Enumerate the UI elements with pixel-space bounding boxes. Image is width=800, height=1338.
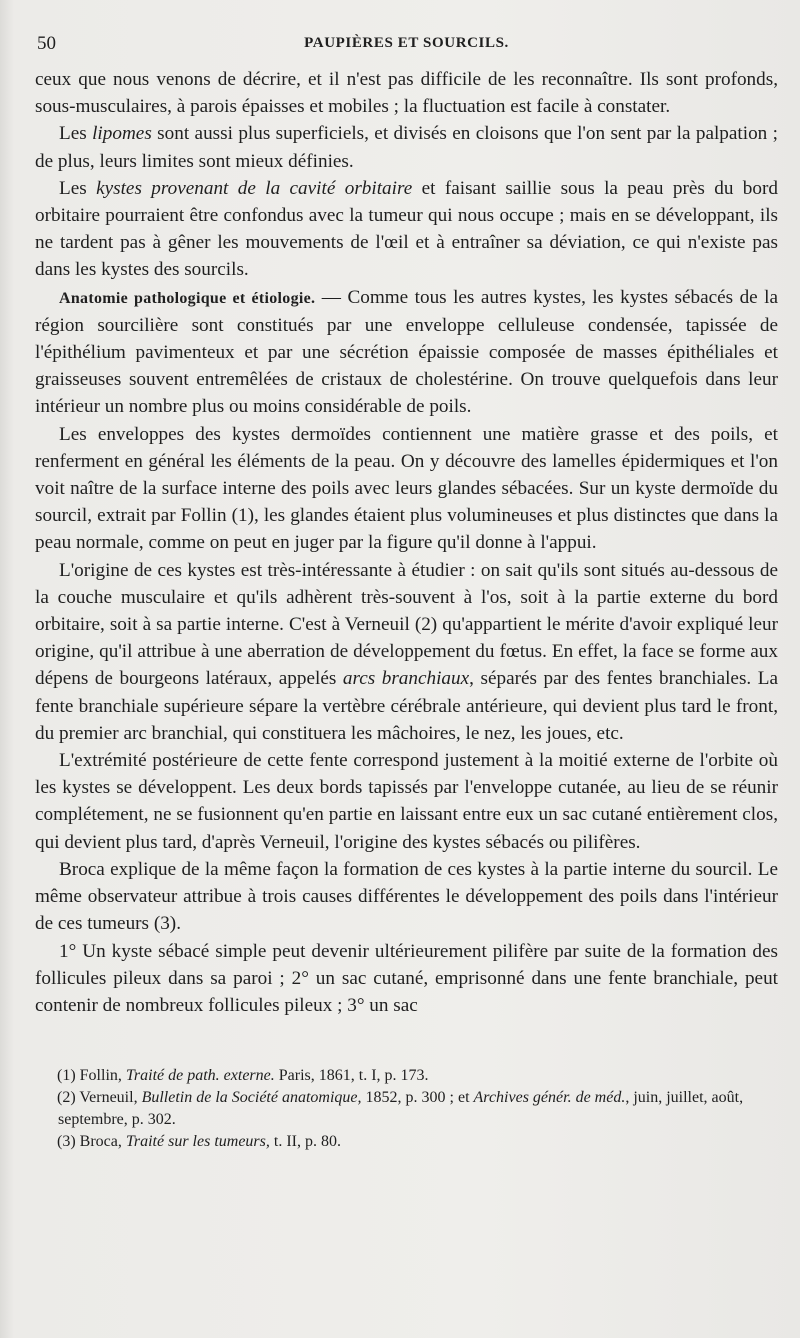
footnote-3	[35, 1131, 778, 1153]
paragraph-6-italic: arcs branchiaux	[342, 668, 470, 690]
paragraph-6	[35, 557, 778, 747]
page-number: 50	[37, 33, 56, 54]
paragraph-7-text: L'extrémité postérieure de cette fente correspond justement à la moitié externe de l'orbite où les kystes se développent. Les deux bords tapissés par l'enveloppe cutanée, au lieu de se réunir complétement, ne se fusionnent qu'en partie en laissant entre eux un sac cutané entièrement clos, qui devient plus tard, d'après Verneuil, l'origine des kystes sébacés ou pilifères.	[35, 750, 778, 853]
paragraph-5-text: Les enveloppes des kystes dermoïdes contiennent une matière grasse et des poils, et renferment en général les éléments de la peau. On y découvre des lamelles épidermiques et l'on voit naître de la surface interne des poils avec leurs glandes sébacées. Sur un kyste dermoïde du sourcil, extrait par Follin (1), les glandes étaient plus volumineuses et plus distinctes que dans la peau normale, comme on peut en juger par la figure qu'il donne à l'appui.	[35, 423, 778, 554]
running-title: PAUPIÈRES ET SOURCILS.	[304, 35, 509, 51]
footnote-2-italic-a: Bulletin de la Société anatomique,	[141, 1089, 362, 1107]
paragraph-3-text-a: Les	[59, 177, 97, 199]
footnote-1-text-a: (1) Follin,	[57, 1067, 126, 1085]
paragraph-2	[35, 120, 778, 174]
paragraph-2-text-b: sont aussi plus superficiels, et divisés en cloisons que l'on sent par la palpation ; de plus, leurs limites sont mieux définies.	[35, 123, 778, 172]
footnotes	[35, 1065, 778, 1153]
paragraph-3-text-b: et faisant saillie sous la peau près du bord orbitaire pourraient être confondus avec la tumeur qui nous occupe ; mais en se développant, ils ne tardent pas à gêner les mouvements de l'œil et à entraîner sa déviation, ce qui n'existe pas dans les kystes des sourcils.	[35, 177, 778, 281]
footnote-2-text-a: (2) Verneuil,	[57, 1089, 142, 1107]
paragraph-3-italic: kystes provenant de la cavité orbitaire	[96, 177, 413, 199]
body-text	[35, 66, 778, 1019]
footnote-3-italic: Traité sur les tumeurs,	[125, 1133, 270, 1151]
footnote-1-italic: Traité de path. externe.	[125, 1067, 275, 1085]
paragraph-1	[35, 66, 778, 120]
paragraph-4	[35, 284, 778, 421]
footnote-2-italic-b: Archives génér. de méd.	[473, 1089, 626, 1107]
paragraph-8-text: Broca explique de la même façon la formation de ces kystes à la partie interne du sourcil. Le même observateur attribue à trois causes différentes le développement des poils dans l'intérieur de ces tumeurs (3).	[35, 858, 778, 935]
footnote-spacer	[35, 1019, 778, 1065]
footnote-2-text-b: 1852, p. 300 ; et	[361, 1089, 474, 1107]
footnote-1	[35, 1065, 778, 1087]
paragraph-6-text-b: , séparés par des fentes branchiales. La fente branchiale supérieure sépare la vertèbre cérébrale antérieure, qui devient plus tard le front, du premier arc branchial, qui constituera les mâchoires, le nez, les joues, etc.	[35, 668, 778, 744]
page-header	[35, 30, 778, 58]
paragraph-2-text-a: Les	[59, 123, 93, 145]
paragraph-8	[35, 856, 778, 938]
paragraph-2-italic: lipomes	[92, 123, 152, 145]
paragraph-9-text: 1° Un kyste sébacé simple peut devenir ultérieurement pilifère par suite de la formation des follicules pileux dans sa paroi ; 2° un sac cutané, emprisonné dans une fente branchiale, peut contenir de nombreux follicules pileux ; 3° un sac	[35, 940, 778, 1016]
paragraph-7	[35, 747, 778, 856]
footnote-3-text-b: t. II, p. 80.	[269, 1133, 341, 1151]
section-heading: Anatomie pathologique et étiologie.	[59, 289, 316, 307]
paragraph-1-text: ceux que nous venons de décrire, et il n'est pas difficile de les reconnaître. Ils sont profonds, sous-musculaires, à parois épaisses et mobiles ; la fluctuation est facile à constater.	[35, 69, 778, 118]
footnote-2	[35, 1087, 778, 1131]
footnote-2-text-c: , juin, juillet, août, septembre, p. 302.	[58, 1089, 744, 1129]
footnote-3-text-a: (3) Broca,	[57, 1133, 126, 1151]
paragraph-9	[35, 938, 778, 1020]
paragraph-5	[35, 421, 778, 557]
footnote-1-text-b: Paris, 1861, t. I, p. 173.	[274, 1067, 429, 1085]
paragraph-6-text-a: L'origine de ces kystes est très-intéressante à étudier : on sait qu'ils sont situés au-dessous de la couche musculaire et qu'ils adhèrent très-souvent à l'os, soit à la partie externe du bord orbitaire, soit à sa partie interne. C'est à Verneuil (2) qu'appartient le mérite d'avoir expliqué leur origine, qu'il attribue à une aberration de développement du fœtus. En effet, la face se forme aux dépens de bourgeons latéraux, appelés	[35, 559, 778, 690]
paragraph-3	[35, 175, 778, 284]
paragraph-4-text: — Comme tous les autres kystes, les kystes sébacés de la région sourcilière sont constitués par une enveloppe celluleuse condensée, tapissée de l'épithélium pavimenteux et par une sécrétion épaissie composée de masses épithéliales et graisseuses souvent entremêlées de cristaux de cholestérine. On trouve quelquefois dans leur intérieur un nombre plus ou moins considérable de poils.	[35, 286, 778, 418]
